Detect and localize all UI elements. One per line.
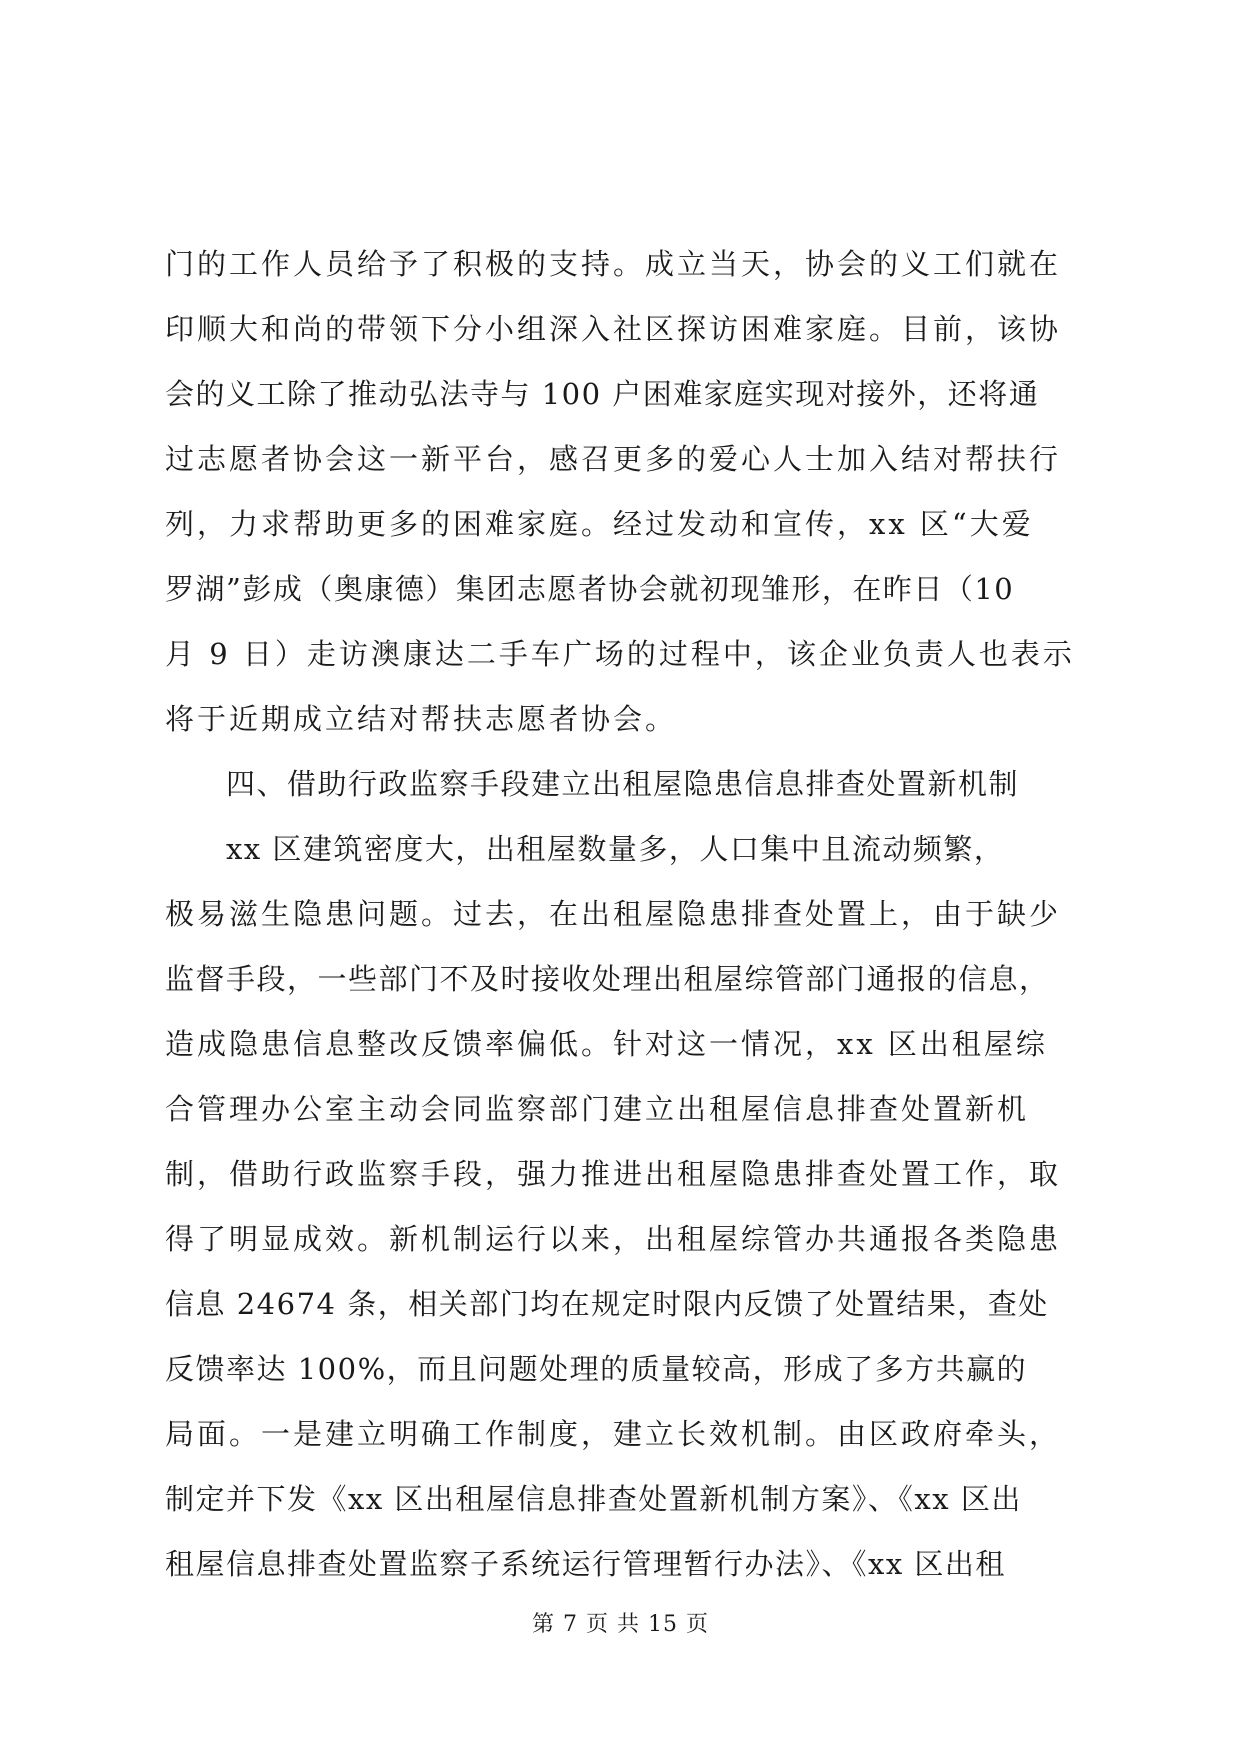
text-line: 极易滋生隐患问题。过去，在出租屋隐患排查处置上，由于缺少 xyxy=(165,897,1062,931)
body-text xyxy=(165,232,1080,1597)
text-line: 租屋信息排查处置监察子系统运行管理暂行办法》、《xx 区出租 xyxy=(165,1547,1006,1581)
text-line: 过志愿者协会这一新平台，感召更多的爱心人士加入结对帮扶行 xyxy=(165,442,1062,476)
text-line: 造成隐患信息整改反馈率偏低。针对这一情况，xx 区出租屋综 xyxy=(165,1027,1048,1061)
text-line: 列，力求帮助更多的困难家庭。经过发动和宣传，xx 区“大爱 xyxy=(165,507,1034,541)
text-line: 制定并下发《xx 区出租屋信息排查处置新机制方案》、《xx 区出 xyxy=(165,1482,1022,1516)
text-line: 制，借助行政监察手段，强力推进出租屋隐患排查处置工作，取 xyxy=(165,1157,1062,1191)
text-line: 信息 24674 条，相关部门均在规定时限内反馈了处置结果，查处 xyxy=(165,1287,1049,1321)
text-line: 合管理办公室主动会同监察部门建立出租屋信息排查处置新机 xyxy=(165,1092,1030,1126)
page-number: 第 7 页 共 15 页 xyxy=(532,1612,709,1637)
text-line: 监督手段，一些部门不及时接收处理出租屋综管部门通报的信息， xyxy=(165,962,1050,996)
text-line: 印顺大和尚的带领下分小组深入社区探访困难家庭。目前，该协 xyxy=(165,312,1062,346)
text-line: xx 区建筑密度大，出租屋数量多，人口集中且流动频繁， xyxy=(165,832,1005,866)
text-line: 会的义工除了推动弘法寺与 100 户困难家庭实现对接外，还将通 xyxy=(165,377,1040,411)
text-line: 门的工作人员给予了积极的支持。成立当天，协会的义工们就在 xyxy=(165,247,1062,281)
text-line: 反馈率达 100%，而且问题处理的质量较高，形成了多方共赢的 xyxy=(165,1352,1028,1386)
text-line: 局面。一是建立明确工作制度，建立长效机制。由区政府牵头， xyxy=(165,1417,1062,1451)
section-heading: 四、借助行政监察手段建立出租屋隐患信息排查处置新机制 xyxy=(165,767,1020,801)
text-line: 得了明显成效。新机制运行以来，出租屋综管办共通报各类隐患 xyxy=(165,1222,1062,1256)
text-line: 将于近期成立结对帮扶志愿者协会。 xyxy=(165,702,678,736)
text-line: 罗湖”彭成（奥康德）集团志愿者协会就初现雏形，在昨日（10 xyxy=(165,572,1015,606)
text-line: 月 9 日）走访澳康达二手车广场的过程中，该企业负责人也表示 xyxy=(165,637,1075,671)
